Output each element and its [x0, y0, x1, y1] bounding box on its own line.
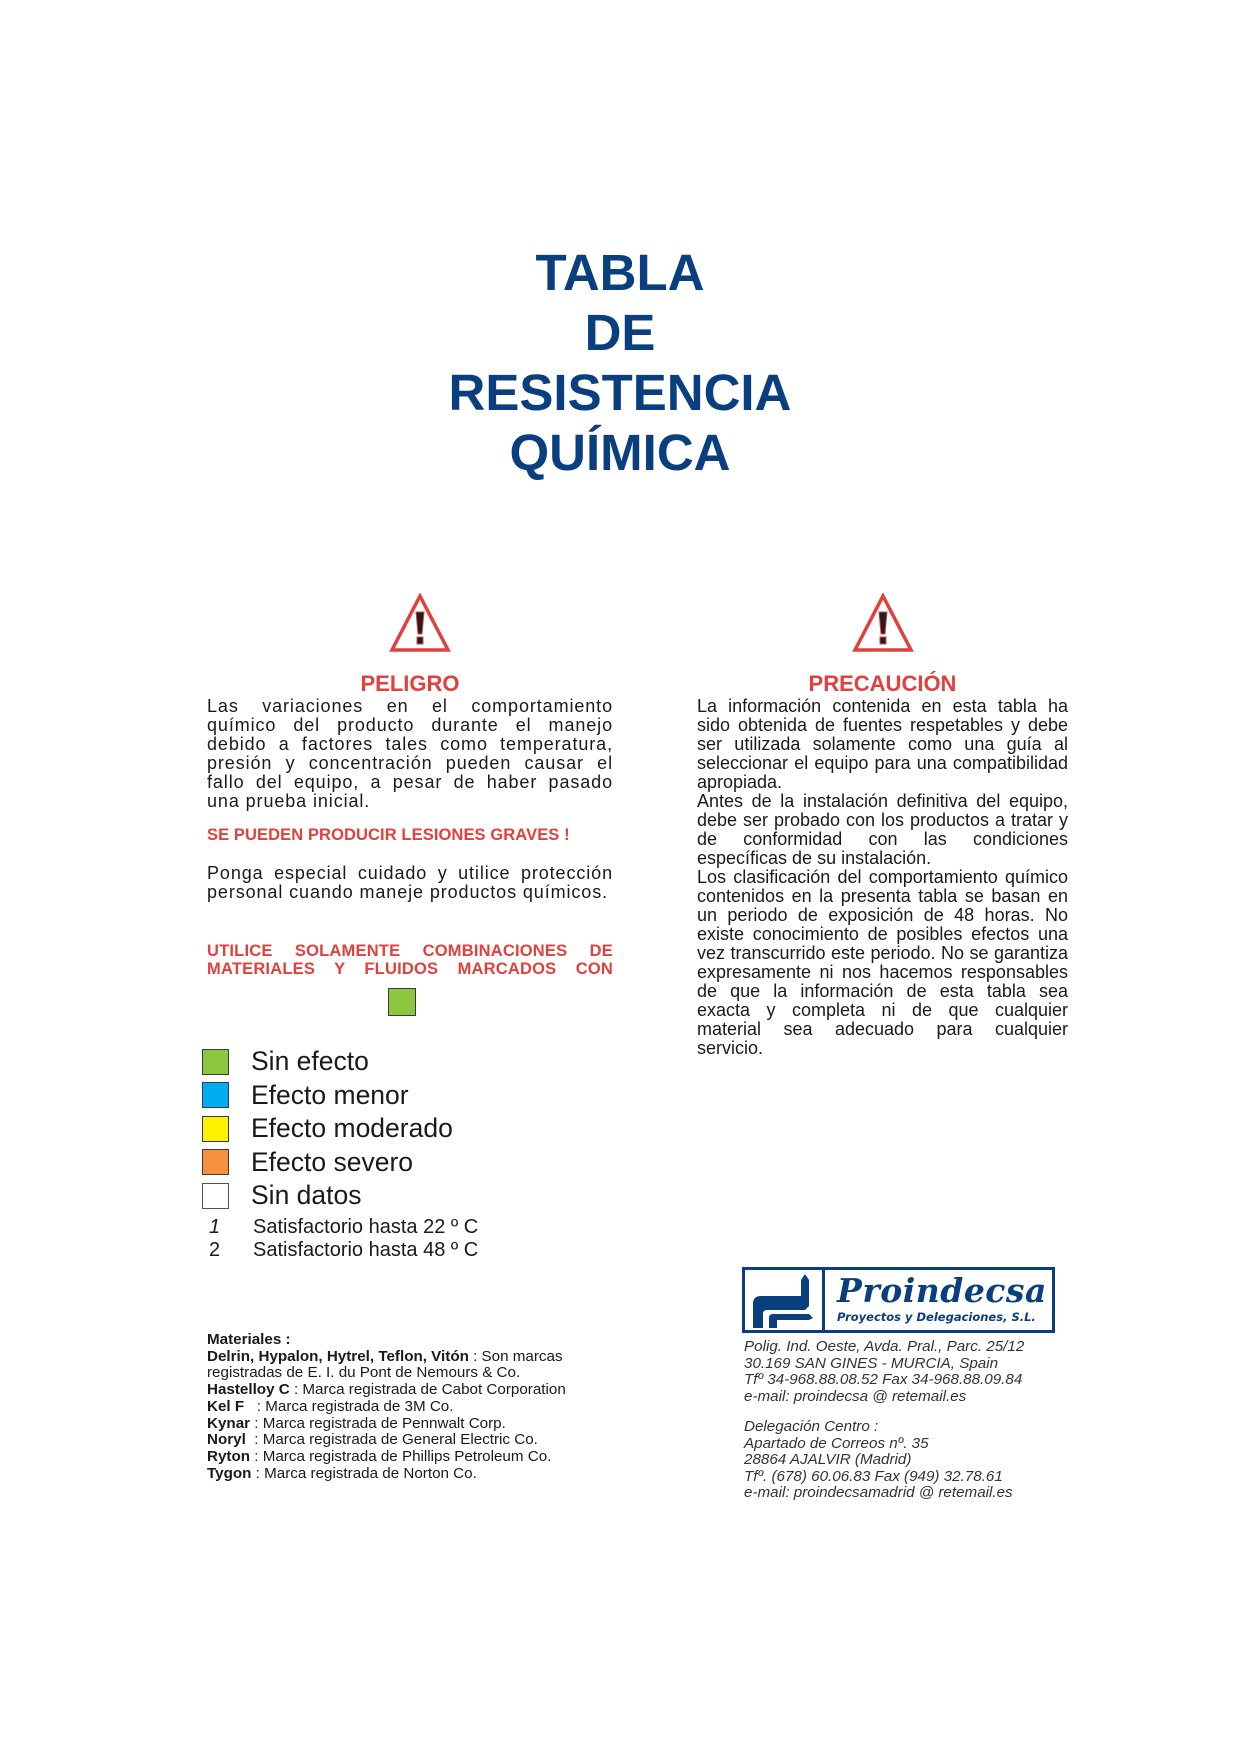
address-line: e-mail: proindecsamadrid @ retemail.es — [744, 1484, 1013, 1502]
note-label: Satisfactorio hasta 22 º C — [253, 1215, 479, 1238]
caution-heading: PRECAUCIÓN — [808, 671, 957, 696]
title-line: RESISTENCIA — [448, 364, 792, 421]
danger-paragraph-protection: Ponga especial cuidado y utilice protección personal cuando maneje productos químicos. — [207, 863, 613, 902]
materials-heading: Materiales : — [207, 1331, 291, 1348]
legend — [202, 1045, 478, 1262]
address-line: 28864 AJALVIR (Madrid) — [744, 1451, 912, 1469]
logo-mark-icon — [745, 1270, 825, 1330]
legend-swatch-no-effect — [202, 1049, 229, 1075]
note-number: 2 — [209, 1238, 221, 1261]
title-line: QUÍMICA — [509, 424, 731, 481]
material-entry — [207, 1399, 607, 1416]
material-name: Ryton — [207, 1447, 251, 1465]
material-name: Noryl — [207, 1431, 246, 1449]
legend-item — [202, 1179, 478, 1213]
material-desc: : Marca registrada de 3M Co. — [244, 1397, 454, 1415]
legend-label: Efecto menor — [251, 1079, 409, 1110]
material-entry — [207, 1416, 607, 1433]
note-number: 1 — [209, 1215, 221, 1238]
material-name: Hastelloy C — [207, 1381, 290, 1399]
branch-address — [744, 1419, 1013, 1502]
address-line: Delegación Centro : — [744, 1418, 879, 1435]
material-desc: : Marca registrada de General Electric Co. — [245, 1431, 538, 1449]
address-line: Polig. Ind. Oeste, Avda. Pral., Parc. 25/12 — [744, 1338, 1025, 1355]
caution-paragraph: Los clasificación del comportamiento químico contenidos en la presenta tabla se basan en un periodo de exposición de 48 horas. No existe conocimiento de posibles efectos una vez transcurrido este periodo. No se garantiza expresamente ni nos hacemos responsables de que la información de esta tabla sea exacta y completa ni de que cualquier material sea adecuado para cualquier servicio. — [697, 867, 1068, 1058]
caution-paragraph: Antes de la instalación definitiva del equipo, debe ser probado con los productos a tratar y de conformidad con las condiciones específicas de su instalación. — [697, 791, 1068, 868]
address-line: Tfº. (678) 60.06.83 Fax (949) 32.78.61 — [744, 1467, 1003, 1485]
caution-paragraph: La información contenida en esta tabla ha sido obtenida de fuentes respetables y debe ser utilizada solamente como una guía al seleccionar el equipo para una compatibilidad apropiada. — [697, 696, 1068, 792]
material-name: Kynar — [207, 1414, 251, 1432]
logo-text — [825, 1270, 1052, 1330]
title-line: DE — [584, 304, 656, 361]
hq-address — [744, 1339, 1024, 1405]
legend-note — [202, 1239, 478, 1262]
material-desc: : Marca registrada de Norton Co. — [251, 1464, 477, 1482]
company-name: Proindecsa — [837, 1271, 1047, 1310]
legend-swatch-severe-effect — [202, 1149, 229, 1175]
material-desc: : Marca registrada de Cabot Corporation — [289, 1381, 566, 1399]
materials-list — [207, 1332, 607, 1482]
address-line: Tfº 34-968.88.08.52 Fax 34-968.88.09.84 — [744, 1371, 1023, 1389]
address-line: Apartado de Correos nº. 35 — [744, 1434, 929, 1452]
material-desc: : Marca registrada de Pennwalt Corp. — [250, 1414, 506, 1432]
legend-swatch-no-data — [202, 1183, 229, 1209]
legend-swatch-minor-effect — [202, 1082, 229, 1108]
legend-label: Sin datos — [251, 1180, 362, 1211]
danger-paragraph: Las variaciones en el comportamiento químico del producto durante el manejo debido a factores tales como temperatura, presión y concentración pueden causar el fallo del equipo, a pesar de haber pasado una prueba inicial. — [207, 696, 613, 811]
legend-item — [202, 1146, 478, 1180]
material-entry — [207, 1466, 607, 1483]
material-entry — [207, 1432, 607, 1449]
no-effect-marker-swatch — [388, 988, 416, 1016]
title-line: TABLA — [535, 244, 705, 301]
caution-body — [697, 697, 1068, 1058]
warning-triangle-icon — [852, 593, 914, 653]
legend-swatch-moderate-effect — [202, 1116, 229, 1142]
page-title — [0, 243, 1240, 483]
material-desc: : Marca registrada de Phillips Petroleum Co. — [250, 1447, 552, 1465]
legend-label: Efecto severo — [251, 1146, 414, 1177]
address-line: e-mail: proindecsa @ retemail.es — [744, 1387, 967, 1405]
material-name: Delrin, Hypalon, Hytrel, Teflon, Vitón — [207, 1347, 469, 1365]
legend-item — [202, 1045, 478, 1079]
material-entry — [207, 1449, 607, 1466]
legend-note — [202, 1216, 478, 1239]
legend-item — [202, 1079, 478, 1113]
warning-line: UTILICE SOLAMENTE COMBINACIONES DE — [207, 942, 613, 960]
warning-triangle-icon — [389, 593, 451, 653]
material-entry — [207, 1382, 607, 1399]
warning-line: MATERIALES Y FLUIDOS MARCADOS CON — [207, 960, 613, 978]
material-name: Kel F — [207, 1397, 245, 1415]
legend-label: Sin efecto — [251, 1046, 369, 1077]
material-desc: : Son marcas registradas de E. I. du Pont de Nemours & Co. — [207, 1347, 563, 1382]
address-line: 30.169 SAN GINES - MURCIA, Spain — [744, 1354, 999, 1372]
company-subtitle: Proyectos y Delegaciones, S.L. — [837, 1310, 1036, 1324]
legend-label: Efecto moderado — [251, 1113, 453, 1144]
danger-warning-combinations — [207, 942, 613, 978]
material-name: Tygon — [207, 1464, 252, 1482]
company-logo — [742, 1267, 1055, 1333]
danger-heading: PELIGRO — [360, 671, 460, 696]
legend-item — [202, 1112, 478, 1146]
danger-warning-injuries: SE PUEDEN PRODUCIR LESIONES GRAVES ! — [207, 826, 570, 844]
note-label: Satisfactorio hasta 48 º C — [253, 1238, 479, 1261]
material-entry — [207, 1349, 607, 1382]
